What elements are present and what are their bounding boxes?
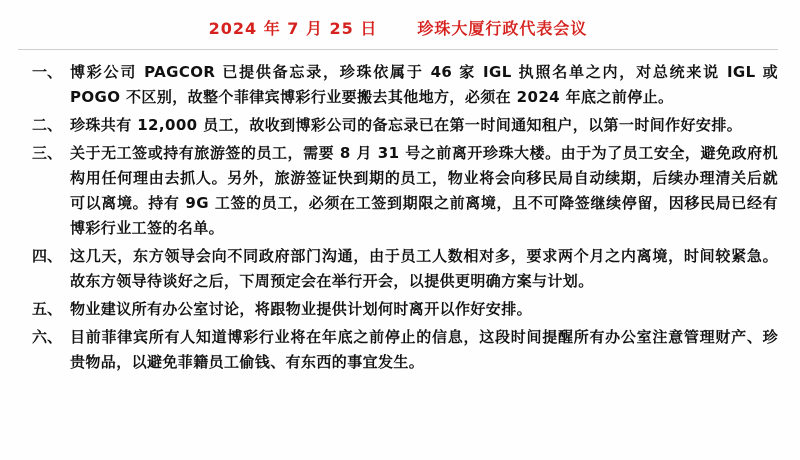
list-item-text: 目前菲律宾所有人知道博彩行业将在年底之前停止的信息，这段时间提醒所有办公室注意管理财产、珍贵物品，以避免菲籍员工偷钱、有东西的事宜发生。 [70,328,778,371]
list-item-number: 三、 [32,144,63,162]
list-item-number: 六、 [32,328,63,346]
clause-list [18,60,778,375]
list-item-text: 珍珠共有 12,000 员工，故收到博彩公司的备忘录已在第一时间通知租户，以第一时间作好安排。 [70,116,743,134]
list-item [18,244,778,294]
list-item [18,325,778,375]
page-title [18,16,778,39]
list-item-number: 五、 [32,300,63,318]
list-item [18,141,778,241]
title-main: 珍珠大厦行政代表会议 [417,19,588,38]
list-item-number: 四、 [32,247,63,265]
list-item-number: 二、 [32,116,63,134]
title-date: 2024 年 7 月 25 日 [208,19,378,38]
list-item [18,60,778,110]
list-item [18,113,778,138]
list-item [18,297,778,322]
title-divider [18,49,778,50]
list-item-number: 一、 [32,63,63,81]
list-item-text: 物业建议所有办公室讨论，将跟物业提供计划何时离开以作好安排。 [70,300,533,318]
list-item-text: 这几天，东方领导会向不同政府部门沟通，由于员工人数相对多，要求两个月之内离境，时间较紧急。故东方领导待谈好之后，下周预定会在举行开会，以提供更明确方案与计划。 [70,247,778,290]
list-item-text: 博彩公司 PAGCOR 已提供备忘录，珍珠依属于 46 家 IGL 执照名单之内，对总统来说 IGL 或 POGO 不区别，故整个菲律宾博彩行业要搬去其他地方，必须在 2024 年底之前停止。 [70,63,778,106]
list-item-text: 关于无工签或持有旅游签的员工，需要 8 月 31 号之前离开珍珠大楼。由于为了员工安全，避免政府机构用任何理由去抓人。另外，旅游签证快到期的员工，物业将会向移民局自动续期，后续办理清关后就可以离境。持有 9G 工签的员工，必须在工签到期限之前离境，且不可降签继续停留，因移民局已经有博彩行业工签的名单。 [70,144,778,237]
